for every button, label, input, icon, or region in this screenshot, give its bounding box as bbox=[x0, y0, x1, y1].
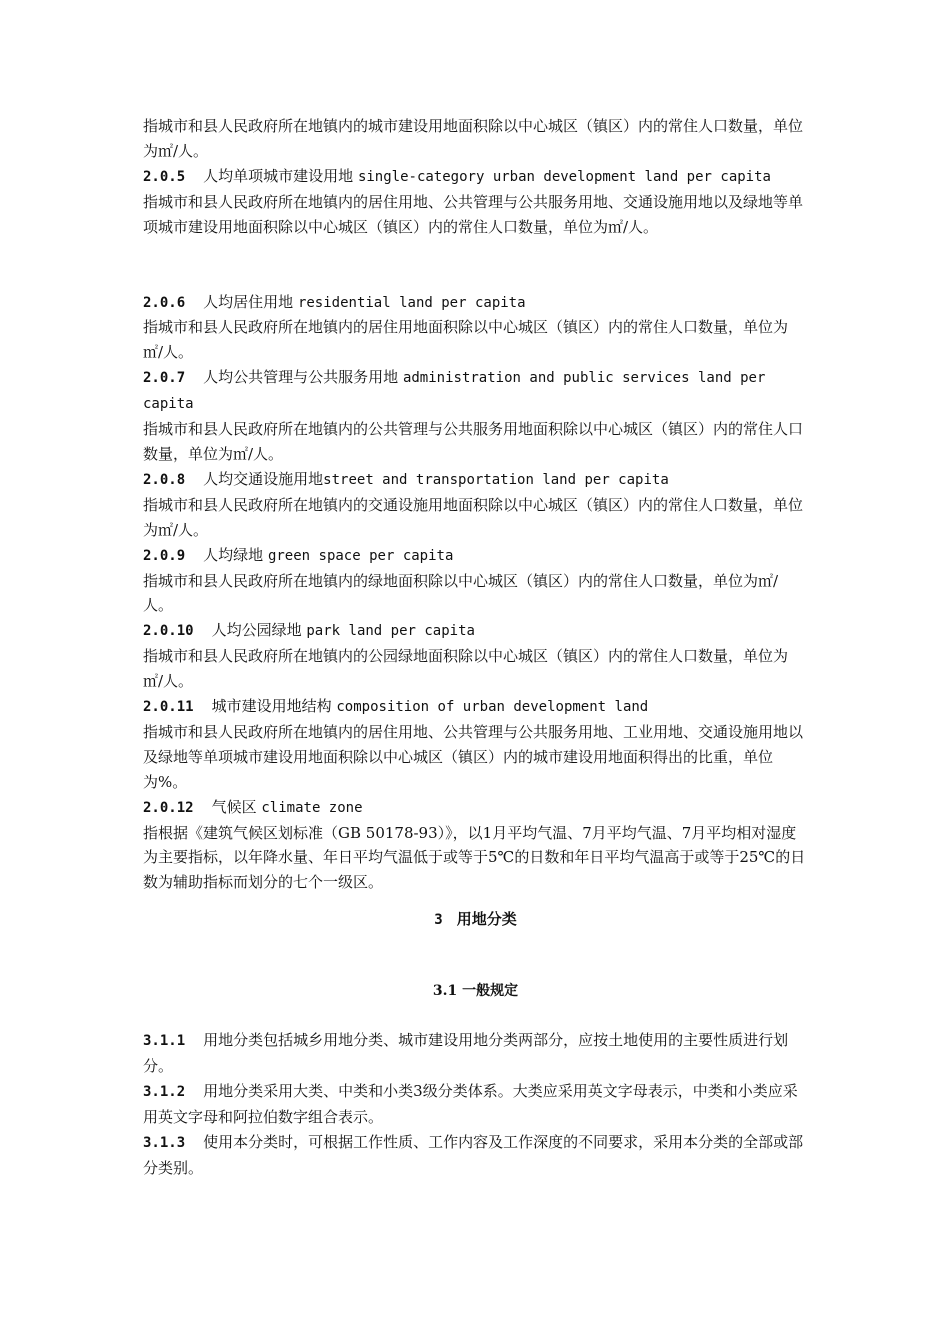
term-en: park land per capita bbox=[306, 623, 475, 640]
term-number: 2.0.11 bbox=[143, 699, 194, 716]
term-definition: 指城市和县人民政府所在地镇内的公园绿地面积除以中心城区（镇区）内的常住人口数量，单位为㎡/人。 bbox=[143, 647, 789, 691]
term-en: green space per capita bbox=[267, 547, 454, 564]
clause-text: 用地分类采用大类、中类和小类3级分类体系。大类应采用英文字母表示，中类和小类应采用英文字母和阿拉伯数字组合表示。 bbox=[143, 1081, 798, 1126]
term-definition: 指城市和县人民政府所在地镇内的居住用地、公共管理与公共服务用地、交通设施用地以及绿地等单项城市建设用地面积除以中心城区（镇区）内的常住人口数量，单位为㎡/人。 bbox=[143, 192, 804, 236]
clause-text: 用地分类包括城乡用地分类、城市建设用地分类两部分，应按土地使用的主要性质进行划分。 bbox=[143, 1031, 789, 1075]
term-number: 2.0.8 bbox=[143, 471, 186, 488]
term-number: 2.0.10 bbox=[143, 623, 194, 640]
term-heading bbox=[143, 795, 808, 821]
chapter-title-text: 用地分类 bbox=[456, 910, 517, 929]
term-cn: 人均居住用地 bbox=[203, 292, 294, 311]
section-title: 3.1 一般规定 bbox=[432, 983, 519, 1000]
term-cn: 气候区 bbox=[211, 797, 257, 816]
term-cn: 人均公共管理与公共服务用地 bbox=[203, 368, 399, 387]
clause bbox=[143, 1028, 808, 1079]
clause-number: 3.1.2 bbox=[143, 1083, 186, 1100]
term-definition: 指根据《建筑气候区划标准（GB 50178-93）》，以1月平均气温、7月平均气温、7月平均相对湿度为主要指标，以年降水量、年日平均气温低于或等于5℃的日数和年日平均气温高于或等于25℃的日数为辅助指标而划分的七个一级区。 bbox=[143, 823, 806, 892]
term-heading bbox=[143, 694, 808, 720]
term-heading bbox=[143, 365, 808, 417]
term-heading bbox=[143, 618, 808, 644]
clause bbox=[143, 1130, 808, 1181]
term-en: street and transportation land per capita bbox=[323, 471, 669, 488]
term-heading bbox=[143, 543, 808, 569]
chapter-number: 3 bbox=[434, 912, 443, 929]
term-en: administration and public services land per capita bbox=[143, 370, 766, 413]
term-heading bbox=[143, 290, 808, 316]
term-heading bbox=[143, 164, 808, 190]
term-definition: 指城市和县人民政府所在地镇内的居住用地面积除以中心城区（镇区）内的常住人口数量，单位为㎡/人。 bbox=[143, 318, 789, 362]
term-heading bbox=[143, 467, 808, 493]
term-number: 2.0.12 bbox=[143, 799, 194, 816]
term-number: 2.0.5 bbox=[143, 168, 186, 185]
chapter-title bbox=[143, 907, 808, 933]
term-cn: 人均单项城市建设用地 bbox=[203, 166, 354, 185]
clause bbox=[143, 1079, 808, 1130]
document-page bbox=[143, 114, 808, 1181]
term-definition: 指城市和县人民政府所在地镇内的公共管理与公共服务用地面积除以中心城区（镇区）内的常住人口数量，单位为㎡/人。 bbox=[143, 420, 804, 463]
term-cn: 人均公园绿地 bbox=[211, 621, 302, 640]
term-definition: 指城市和县人民政府所在地镇内的绿地面积除以中心城区（镇区）内的常住人口数量，单位为㎡/人。 bbox=[143, 571, 779, 615]
term-en: residential land per capita bbox=[297, 294, 526, 311]
term-en: climate zone bbox=[261, 799, 363, 816]
term-definition: 指城市和县人民政府所在地镇内的交通设施用地面积除以中心城区（镇区）内的常住人口数量，单位为㎡/人。 bbox=[143, 495, 804, 539]
spacer bbox=[143, 240, 808, 290]
term-number: 2.0.9 bbox=[143, 547, 186, 564]
term-cn: 人均交通设施用地 bbox=[203, 469, 324, 488]
clause-number: 3.1.3 bbox=[143, 1134, 186, 1151]
term-definition: 指城市和县人民政府所在地镇内的居住用地、公共管理与公共服务用地、工业用地、交通设施用地以及绿地等单项城市建设用地面积除以中心城区（镇区）内的城市建设用地面积得出的比重，单位为%。 bbox=[143, 722, 804, 791]
term-en: composition of urban development land bbox=[336, 699, 649, 716]
term-number: 2.0.7 bbox=[143, 370, 186, 387]
clause-text: 使用本分类时，可根据工作性质、工作内容及工作深度的不同要求，采用本分类的全部或部分类别。 bbox=[143, 1132, 804, 1177]
term-cn: 城市建设用地结构 bbox=[211, 697, 332, 716]
term-number: 2.0.6 bbox=[143, 294, 186, 311]
term-cn: 人均绿地 bbox=[203, 545, 264, 564]
intro-paragraph: 指城市和县人民政府所在地镇内的城市建设用地面积除以中心城区（镇区）内的常住人口数量，单位为㎡/人。 bbox=[143, 117, 804, 160]
term-en: single-category urban development land per capita bbox=[357, 168, 771, 185]
clause-number: 3.1.1 bbox=[143, 1033, 186, 1050]
